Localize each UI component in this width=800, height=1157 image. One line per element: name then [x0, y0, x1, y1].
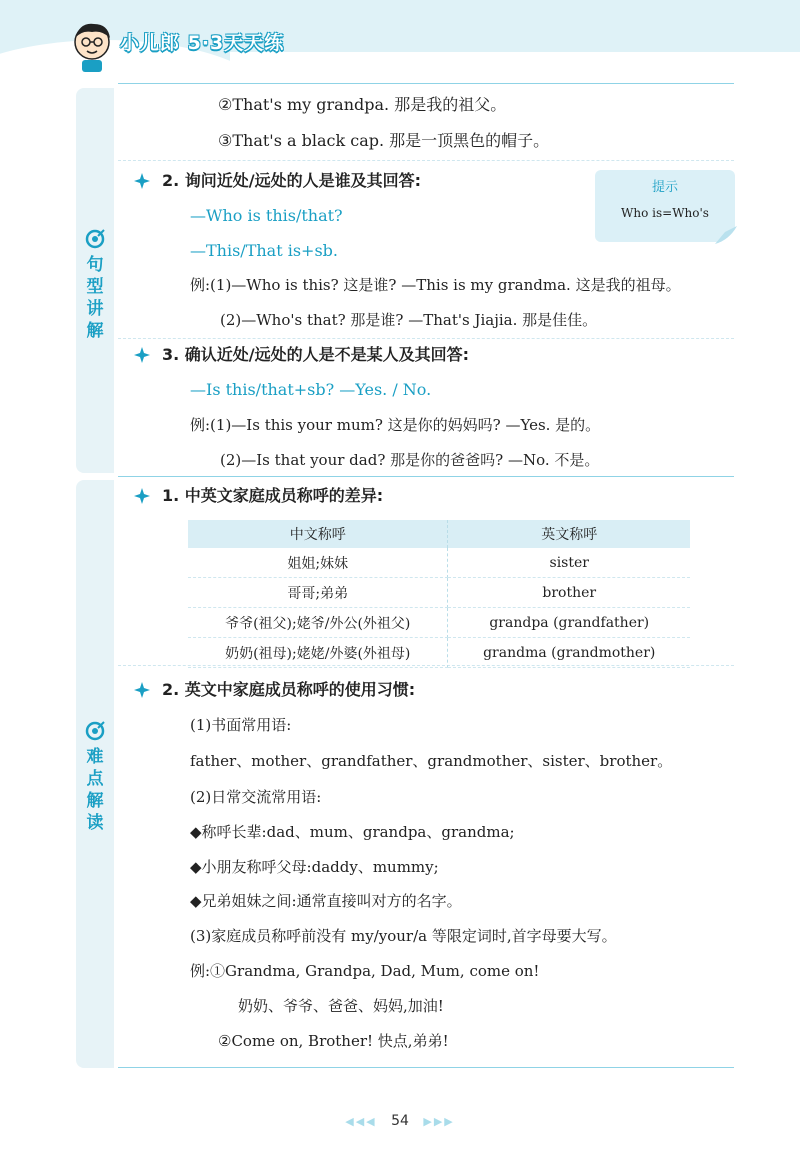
example-line: ②That's my grandpa. 那是我的祖父。 [218, 95, 507, 114]
table-cell: brother [448, 578, 690, 608]
table-row [188, 548, 690, 578]
usage-line: (1)书面常用语: [190, 716, 292, 734]
section-heading: 2. 英文中家庭成员称呼的使用习惯: [162, 680, 416, 699]
example-line: ③That's a black cap. 那是一顶黑色的帽子。 [218, 131, 550, 150]
section-heading: 1. 中英文家庭成员称呼的差异: [162, 486, 384, 505]
table-cell: 奶奶(祖母);姥姥/外婆(外祖母) [188, 638, 448, 668]
table-cell: 哥哥;弟弟 [188, 578, 448, 608]
table-cell: sister [448, 548, 690, 578]
page-number-text: 54 [391, 1113, 409, 1129]
section-heading: 2. 询问近处/远处的人是谁及其回答: [162, 171, 422, 190]
table-cell: 姐姐;妹妹 [188, 548, 448, 578]
left-arrows-icon: ◀◀◀ [345, 1115, 377, 1128]
usage-line: 奶奶、爷爷、爸爸、妈妈,加油! [238, 997, 444, 1015]
divider [118, 338, 734, 339]
example-line: 例:(1)—Who is this? 这是谁? —This is my grandma. 这是我的祖母。 [190, 276, 681, 294]
sparkle-icon [134, 347, 150, 363]
table-cell: grandma (grandmother) [448, 638, 690, 668]
table-row [188, 638, 690, 668]
usage-line: 例:①Grandma, Grandpa, Dad, Mum, come on! [190, 962, 540, 980]
divider [118, 160, 734, 161]
hint-body: Who is=Who's [621, 206, 709, 220]
example-line: (2)—Who's that? 那是谁? —That's Jiajia. 那是佳佳。 [220, 311, 598, 329]
bottom-rule [118, 1067, 734, 1068]
hint-title: 提示 [651, 180, 678, 195]
page-number [0, 1113, 800, 1129]
table-header-row [188, 520, 690, 548]
section-label-difficulty: 难点解读 [86, 747, 104, 833]
target-icon [84, 720, 106, 742]
section-rule [118, 476, 734, 477]
usage-line: ◆称呼长辈:dad、mum、grandpa、grandma; [190, 823, 515, 841]
table-cell: grandpa (grandfather) [448, 608, 690, 638]
right-arrows-icon: ▶▶▶ [423, 1115, 455, 1128]
pattern-question: —Who is this/that? [190, 206, 343, 225]
top-rule [118, 83, 734, 84]
example-line: (2)—Is that your dad? 那是你的爸爸吗? —No. 不是。 [220, 451, 600, 469]
table-cell: 爷爷(祖父);姥爷/外公(外祖父) [188, 608, 448, 638]
target-icon [84, 228, 106, 250]
usage-line: (3)家庭成员称呼前没有 my/your/a 等限定词时,首字母要大写。 [190, 927, 617, 945]
section-label-pattern: 句型讲解 [86, 255, 104, 341]
family-terms-table [188, 520, 690, 668]
sparkle-icon [134, 488, 150, 504]
pattern-answer: —This/That is+sb. [190, 241, 338, 260]
pattern-question: —Is this/that+sb? —Yes. / No. [190, 380, 432, 399]
sparkle-icon [134, 682, 150, 698]
usage-line: (2)日常交流常用语: [190, 788, 322, 806]
page-curl-icon [715, 226, 737, 244]
usage-line: ◆小朋友称呼父母:daddy、mummy; [190, 858, 439, 876]
usage-line: father、mother、grandfather、grandmother、sister、brother。 [190, 752, 673, 770]
column-header: 英文称呼 [448, 520, 690, 548]
column-header: 中文称呼 [188, 520, 448, 548]
sparkle-icon [134, 173, 150, 189]
table-row [188, 608, 690, 638]
usage-line: ◆兄弟姐妹之间:通常直接叫对方的名字。 [190, 892, 462, 910]
usage-line: ②Come on, Brother! 快点,弟弟! [218, 1032, 449, 1050]
section-heading: 3. 确认近处/远处的人是不是某人及其回答: [162, 345, 470, 364]
brand-title: 小儿郎 5·3天天练 [120, 32, 285, 54]
mascot-icon [70, 20, 114, 74]
table-row [188, 578, 690, 608]
example-line: 例:(1)—Is this your mum? 这是你的妈妈吗? —Yes. 是的。 [190, 416, 601, 434]
